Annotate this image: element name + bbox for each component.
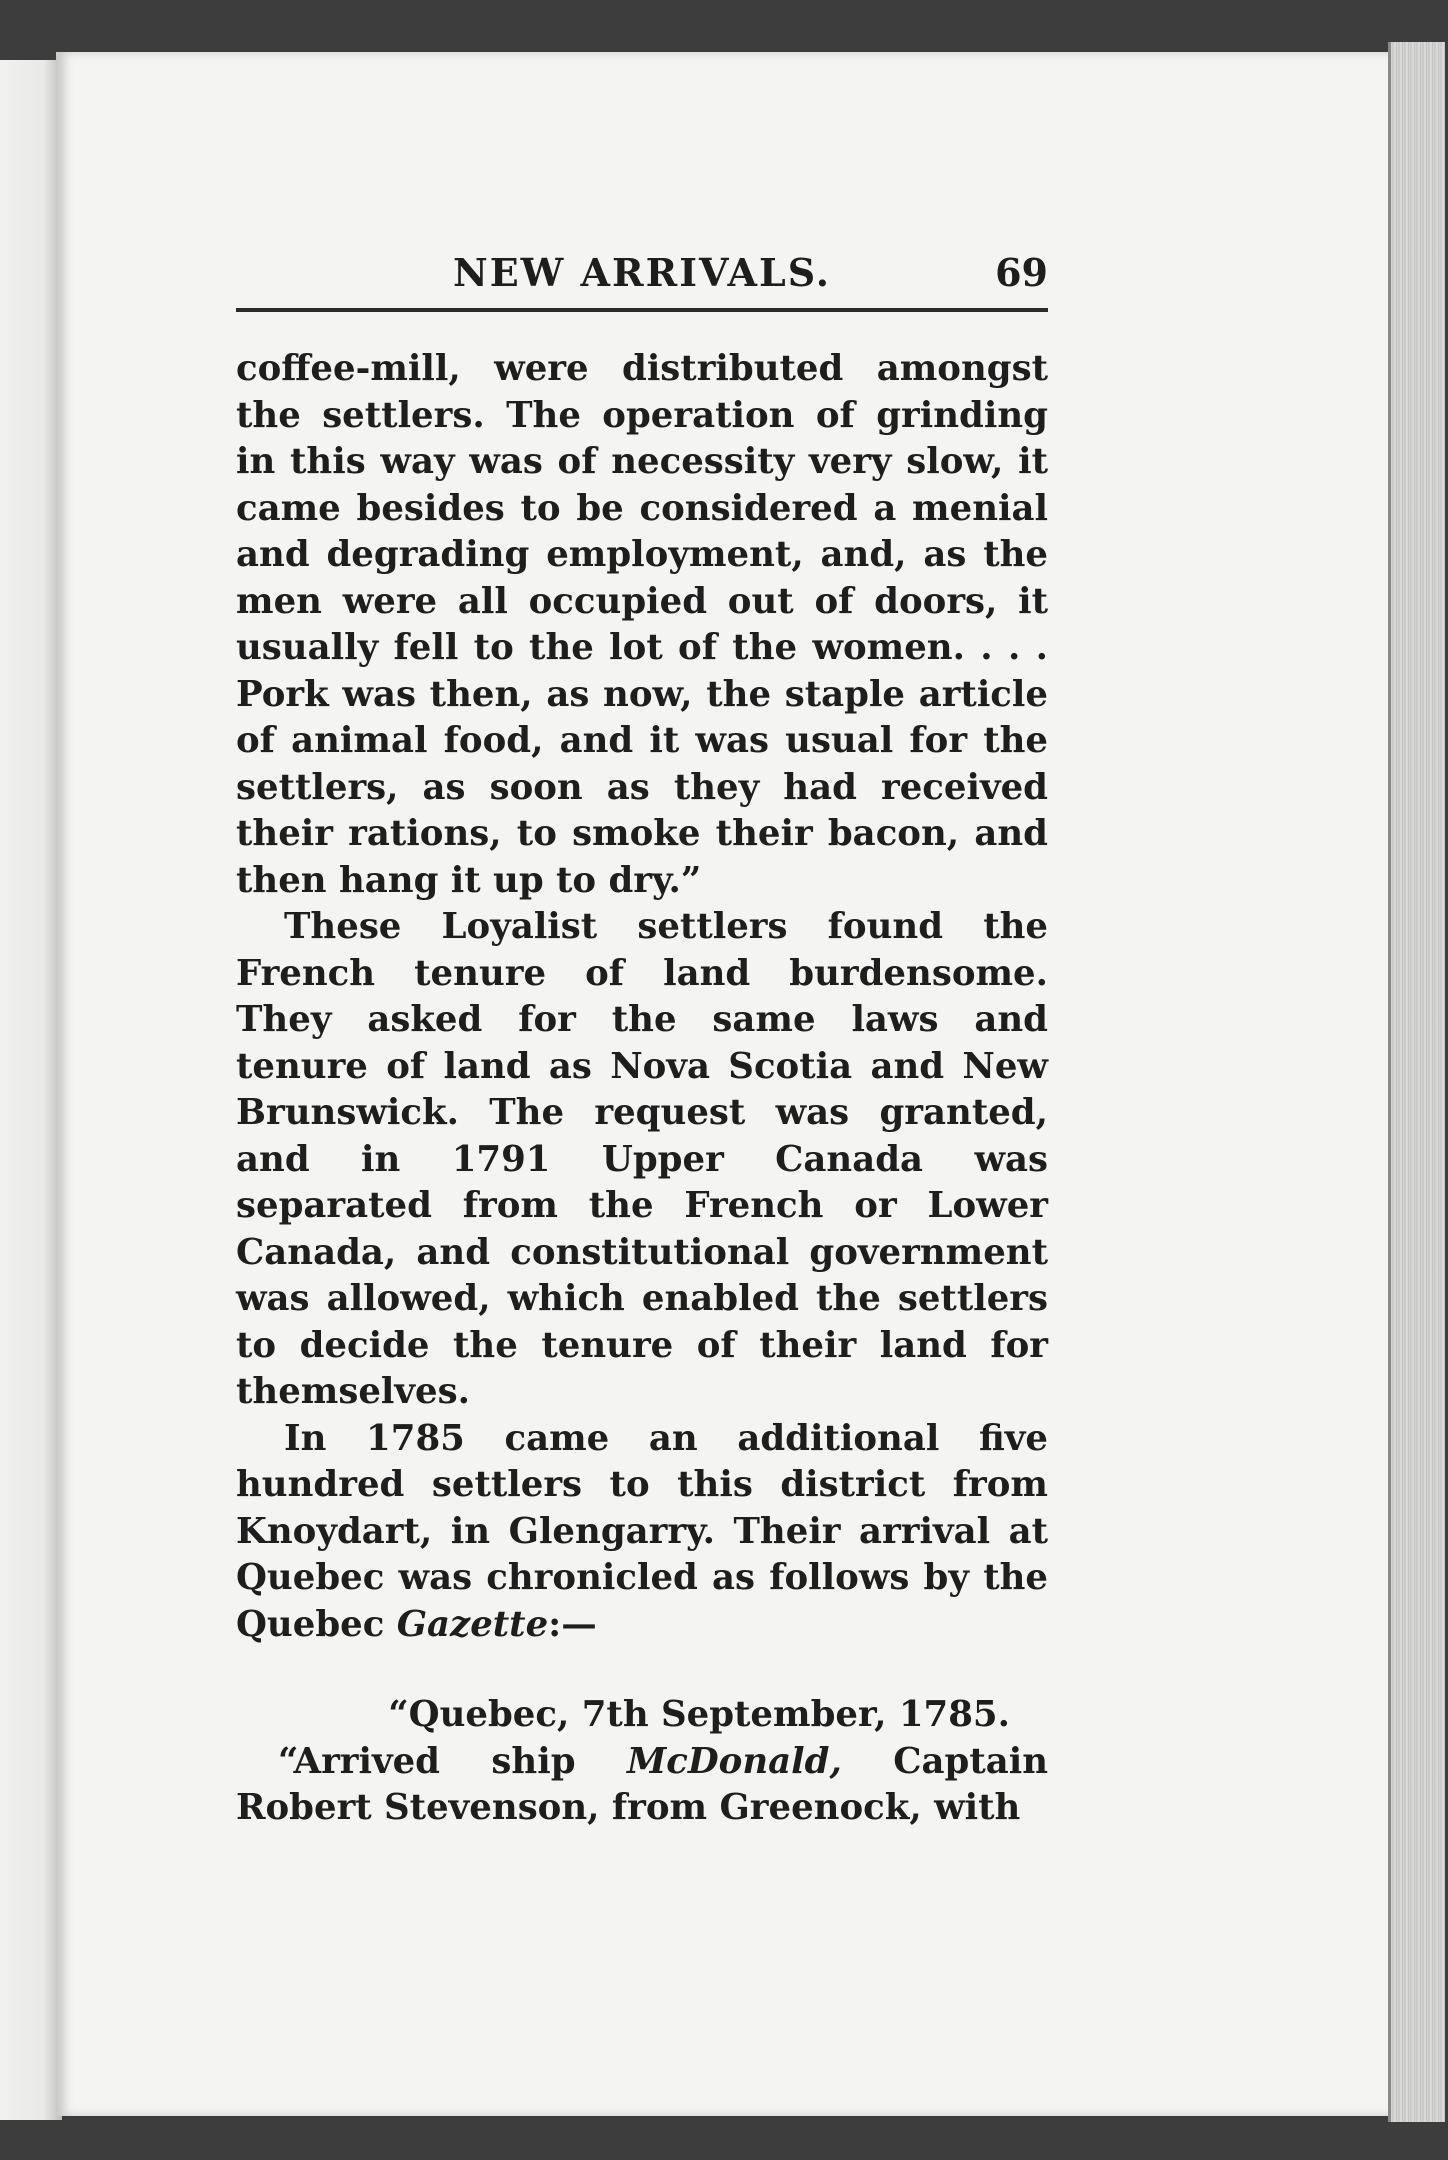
quote-paragraph xyxy=(236,1739,1048,1832)
page-content xyxy=(236,236,1048,1832)
running-title: NEW ARRIVALS. xyxy=(452,250,832,295)
page-stack-edge xyxy=(1388,42,1445,2122)
ship-name: McDonald, xyxy=(626,1740,842,1782)
gazette-italic: Gazette xyxy=(396,1603,549,1645)
dateline: “Quebec, 7th September, 1785. xyxy=(388,1694,1010,1735)
paragraph-2: These Loyalist settlers found the French tenure of land burdensome. They asked for the same laws and tenure of land as Nova Scotia and New Brunswick. The request was granted, and in 1791 Upper Canada was separated from the French or Lower Canada, and constitutional government was allowed, which enabled the settlers to decide the tenure of their land for themselves. xyxy=(236,906,1048,1412)
paragraph-3-tail: :— xyxy=(548,1603,597,1645)
paragraph-1: coffee-mill, were distributed amongst the settlers. The operation of grinding in this way was of necessity very slow, it came besides to be considered a menial and degrading employment, and, as the men were all occupied out of doors, it usually fell to the lot of the women. . . . Pork was then, as now, the staple article of animal food, and it was usual for the settlers, as soon as they had received their rations, to smoke their bacon, and then hang it up to dry.” xyxy=(236,348,1048,901)
quote-rest: Captain Robert Stevenson, from Greenock, with xyxy=(236,1740,1049,1828)
body-text xyxy=(236,346,1048,1832)
paragraph-3-text: In 1785 came an additional five hundred settlers to this district from Knoydart, in Glengarry. Their arrival at Quebec was chronicled as follows by the Quebec xyxy=(236,1417,1048,1645)
paragraph-3 xyxy=(236,1416,1048,1649)
facing-page-edge xyxy=(0,60,62,2120)
running-header xyxy=(236,236,1048,312)
quote-lead: “Arrived ship xyxy=(278,1740,576,1782)
page-number: 69 xyxy=(995,250,1048,295)
